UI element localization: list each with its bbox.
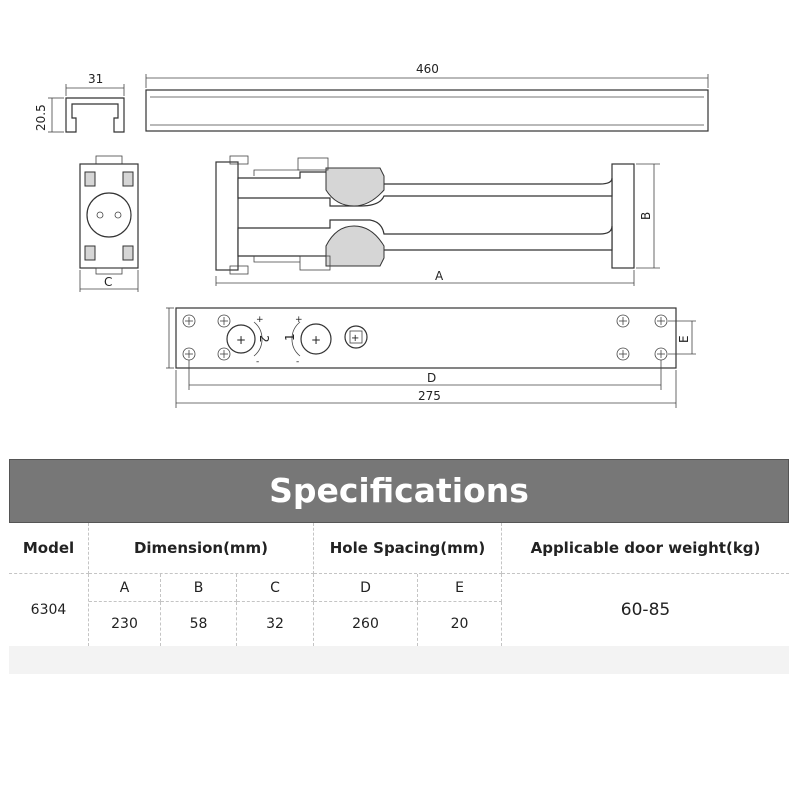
valve-2-plus: + (311, 333, 322, 347)
model-value: 6304 (9, 574, 89, 646)
door-weight-value: 60-85 (502, 574, 789, 646)
header-door-weight: Applicable door weight(kg) (502, 523, 789, 574)
sub-header-b: B (161, 574, 237, 602)
header-model: Model (9, 523, 89, 574)
dim-d-label: D (427, 371, 437, 385)
value-e: 20 (418, 602, 502, 646)
sub-header-e: E (418, 574, 502, 602)
dim-c-label: C (104, 275, 113, 289)
dim-a-label: A (435, 269, 444, 283)
header-hole-spacing: Hole Spacing(mm) (314, 523, 502, 574)
value-d: 260 (314, 602, 418, 646)
sub-header-a: A (89, 574, 161, 602)
value-a: 230 (89, 602, 161, 646)
channel-profile (34, 72, 124, 132)
valve-1-minus-mark: - (256, 357, 260, 367)
valve-2-number: 1 (283, 333, 297, 341)
specifications-table (9, 459, 789, 674)
sub-header-d: D (314, 574, 418, 602)
dim-b-label: B (639, 211, 653, 220)
end-view (80, 156, 138, 292)
specifications-title: Specifications (9, 459, 789, 523)
dim-275-label: 275 (418, 389, 441, 403)
dim-20-5-label: 20.5 (34, 104, 48, 131)
dim-31-label: 31 (88, 72, 104, 86)
valve-1-number: 2 (257, 335, 271, 343)
rail-top-view (146, 62, 708, 131)
valve-3-plus: + (351, 333, 360, 344)
header-dimension: Dimension(mm) (89, 523, 314, 574)
dim-e-label: E (677, 335, 691, 343)
valve-1-plus-mark: + (256, 315, 264, 325)
valve-2-minus-mark: - (296, 357, 300, 367)
value-b: 58 (161, 602, 237, 646)
valve-2-plus-mark: + (295, 315, 303, 325)
valve-1-plus: + (236, 333, 247, 347)
value-c: 32 (237, 602, 314, 646)
sub-header-c: C (237, 574, 314, 602)
closer-side-view (216, 156, 660, 286)
dim-460-label: 460 (416, 62, 439, 76)
mounting-plate (166, 308, 696, 408)
